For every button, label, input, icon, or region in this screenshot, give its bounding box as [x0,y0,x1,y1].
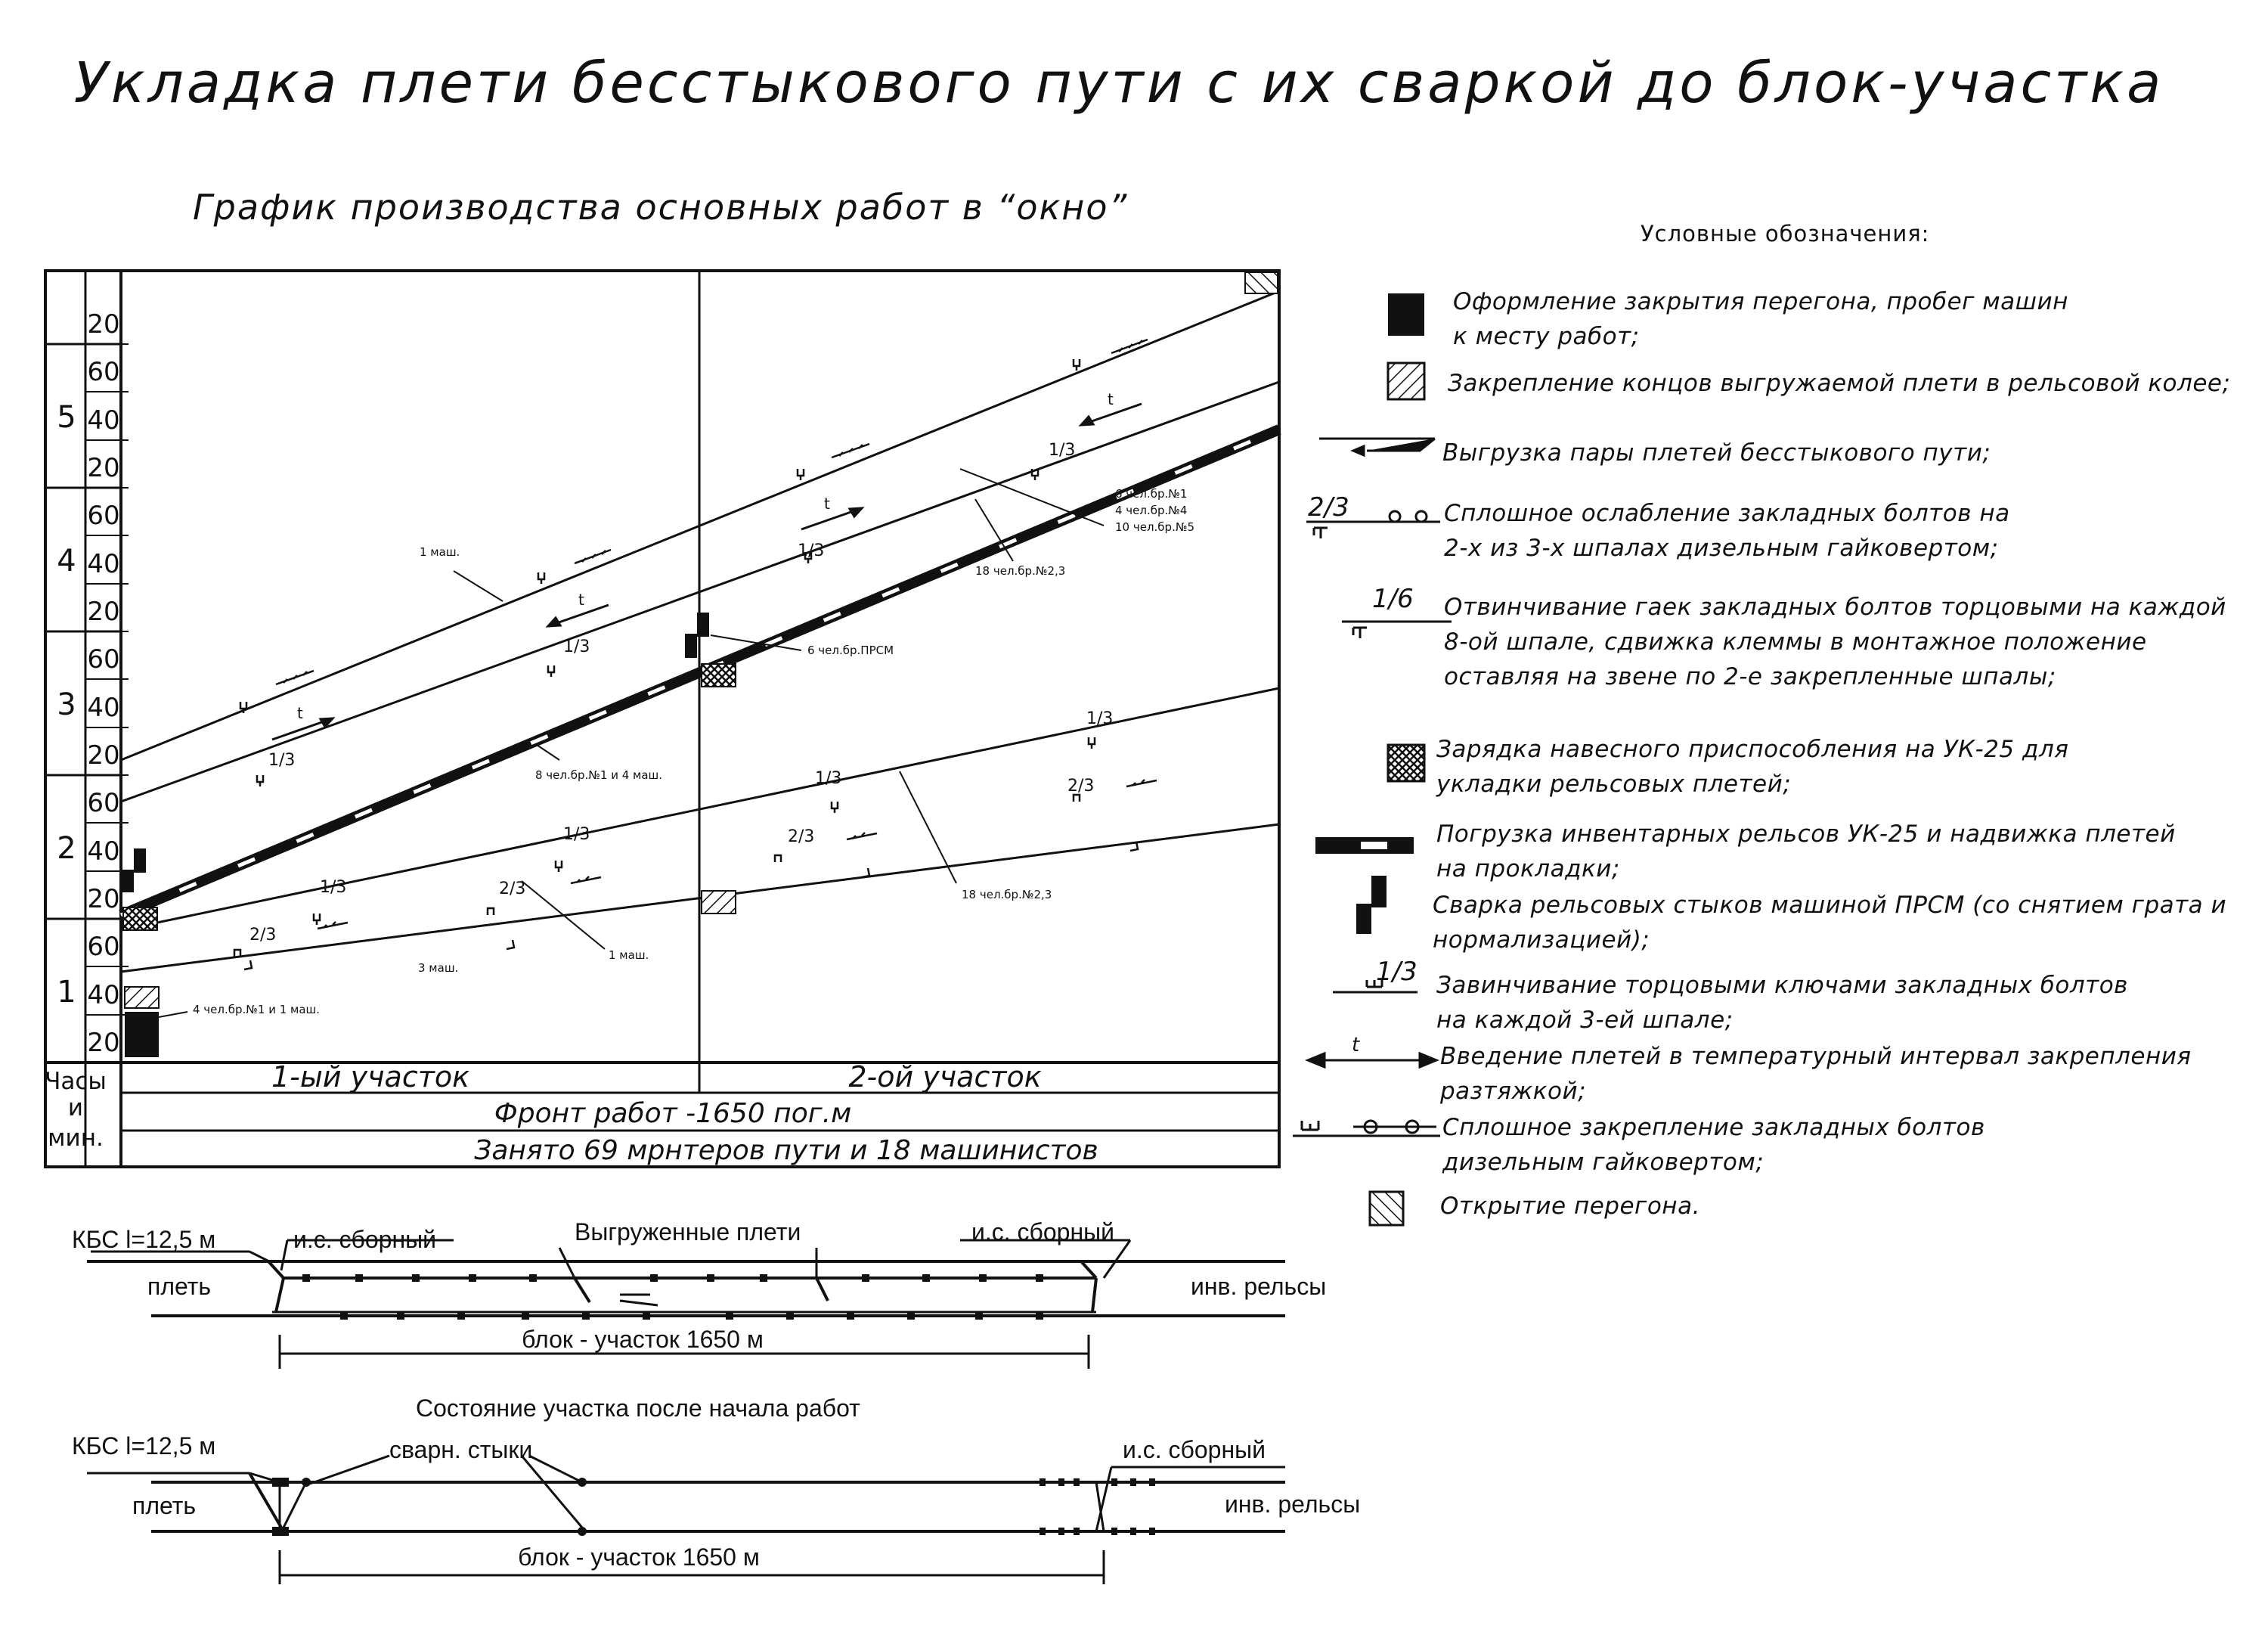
fraction-label: 2/3 [249,926,277,945]
annotation: 18 чел.бр.№2,3 [962,888,1052,901]
fix-ends-block [125,987,159,1008]
legend-item-text: Оформление закрытия перегона, пробег машин к месту работ; [1453,288,2068,350]
minute-label: 20 [87,1028,120,1058]
legend-unscrew-label: 1/6 [1372,584,1414,614]
scheme1-collector-left-label: и.с. сборный [293,1226,437,1253]
scheme1-string-label: плеть [147,1273,212,1300]
fraction-label: 1/3 [320,878,347,897]
weld-block [697,613,709,637]
legend-item-text: Сплошное закрепление закладных болтов дизельным гайковертом; [1442,1114,1985,1176]
minute-label: 20 [87,884,120,914]
annotation: 8 чел.бр.№1 и 4 маш. [535,768,663,782]
legend-temp-label: t [1352,1034,1360,1056]
closure-block [125,1012,159,1057]
fraction-label: 2/3 [1067,777,1095,796]
fraction-label: 1/3 [268,751,296,770]
hour-label: 5 [57,400,76,435]
legend-item-text: Завинчивание торцовыми ключами закладных болтов на каждой 3-ей шпале; [1436,972,2128,1034]
minute-label: 40 [87,693,120,723]
minute-label: 60 [87,644,120,675]
annotation: 1 маш. [609,948,649,962]
legend-item-text: Сплошное ослабление закладных болтов на 2-х из 3-х шпалах дизельным гайковертом; [1444,500,2010,562]
track-scheme-1 [72,1218,1326,1369]
fraction-label: 1/3 [563,637,590,656]
crew-summary-label: Занято 69 мрнтеров пути и 18 машинистов [474,1135,1098,1166]
track-scheme-2 [72,1432,1360,1584]
hour-label: 4 [57,544,76,579]
hour-label: 3 [57,687,76,722]
axis-label-line: Часы [45,1068,107,1095]
fraction-label: 1/3 [798,541,825,560]
scheme2-kbs-label: КБС l=12,5 м [72,1432,216,1460]
annotation: 6 чел.бр.№1 [1115,487,1188,501]
legend-weaken-label: 2/3 [1308,492,1349,523]
minute-label: 60 [87,357,120,387]
minute-label: 20 [87,309,120,340]
annotation: 18 чел.бр.№2,3 [975,564,1066,578]
temp-label: t [578,591,584,609]
scheme2-block-section-label: блок - участок 1650 м [518,1543,760,1571]
legend-item-text: Введение плетей в температурный интервал закрепления разтяжкой; [1440,1043,2192,1105]
scheme2-welded-joints-label: сварн. стыки [389,1436,533,1463]
fraction-label: 2/3 [788,827,815,846]
section-1-label: 1-ый участок [271,1060,470,1093]
weld-block [685,634,697,658]
fraction-label: 1/3 [1049,441,1076,460]
opening-block [1245,272,1278,293]
sheet-title: Укладка плети бесстыкового пути с их сваркой до блок-участка [73,51,2164,116]
annotation: 3 маш. [418,961,459,975]
minute-label: 40 [87,980,120,1010]
annotation: 10 чел.бр.№5 [1115,520,1194,534]
scheme1-kbs-label: КБС l=12,5 м [72,1226,216,1253]
fraction-label: 1/3 [815,769,842,788]
minute-label: 40 [87,405,120,436]
minute-label: 60 [87,501,120,531]
legend-item-text: Сварка рельсовых стыков машиной ПРСМ (со снятием грата и нормализацией); [1433,892,2227,954]
scheme2-inventory-rails-label: инв. рельсы [1225,1491,1361,1518]
scheme2-string-label: плеть [132,1492,197,1519]
weld-block [122,870,134,892]
legend-item-text: Зарядка навесного приспособления на УК-25 для укладки рельсовых плетей; [1436,736,2069,798]
annotation: 4 чел.бр.№4 [1115,504,1188,517]
annotation: 1 маш. [420,545,460,559]
scheme1-collector-right-label: и.с. сборный [971,1218,1115,1245]
hour-label: 1 [57,975,76,1010]
temp-label: t [1108,390,1114,408]
fraction-labels [249,441,1113,945]
work-front-label: Фронт работ -1650 пог.м [494,1098,852,1129]
legend-item-text: Открытие перегона. [1440,1193,1700,1220]
minute-labels [87,309,119,1058]
legend-screw-label: 1/3 [1376,957,1418,987]
fix-ends-block [702,891,736,914]
temp-label: t [297,704,303,722]
axis-label-line: мин. [48,1125,104,1152]
charge-block [123,907,157,930]
fraction-label: 2/3 [499,879,526,898]
legend-heading: Условные обозначения: [1641,221,1930,247]
fraction-label: 1/3 [563,825,590,844]
legend-item-text: Отвинчивание гаек закладных болтов торцовыми на каждой 8-ой шпале, сдвижка клеммы в монтажное положение оставляя на звене по 2-е закрепленные шпалы; [1444,594,2226,690]
section-2-label: 2-ой участок [848,1060,1042,1093]
scheme1-block-section-label: блок - участок 1650 м [522,1326,764,1353]
annotation: 6 чел.бр.ПРСМ [807,644,894,657]
temp-label: t [824,495,830,513]
annotation: 4 чел.бр.№1 и 1 маш. [193,1003,321,1016]
weld-block [134,848,146,873]
minute-label: 60 [87,788,120,818]
schedule-subtitle: График производства основных работ в “окно” [193,187,1129,228]
legend-item-text: Закрепление концов выгружаемой плети в рельсовой колее; [1448,370,2231,397]
minute-label: 40 [87,836,120,867]
schedule-annotations [193,487,1194,1016]
minute-label: 20 [87,740,120,771]
axis-label [45,1068,107,1152]
hour-label: 2 [57,831,76,866]
annotation-leaders [159,469,1104,1017]
fraction-label: 1/3 [1086,709,1114,728]
legend-item-text: Выгрузка пары плетей бесстыкового пути; [1442,439,1991,467]
minute-label: 40 [87,549,120,579]
legend-item-text: Погрузка инвентарных рельсов УК-25 и надвижка плетей на прокладки; [1436,820,2176,883]
axis-label-line: и [67,1094,84,1121]
scheme2-collector-right-label: и.с. сборный [1123,1436,1266,1463]
minute-label: 20 [87,453,120,483]
scheme1-inventory-rails-label: инв. рельсы [1191,1273,1327,1300]
minute-label: 60 [87,932,120,962]
state-heading: Состояние участка после начала работ [416,1394,860,1422]
charge-block [702,664,736,687]
legend [1285,212,2260,1255]
minute-label: 20 [87,597,120,627]
scheme1-unloaded-strings-label: Выгруженные плети [575,1218,801,1245]
